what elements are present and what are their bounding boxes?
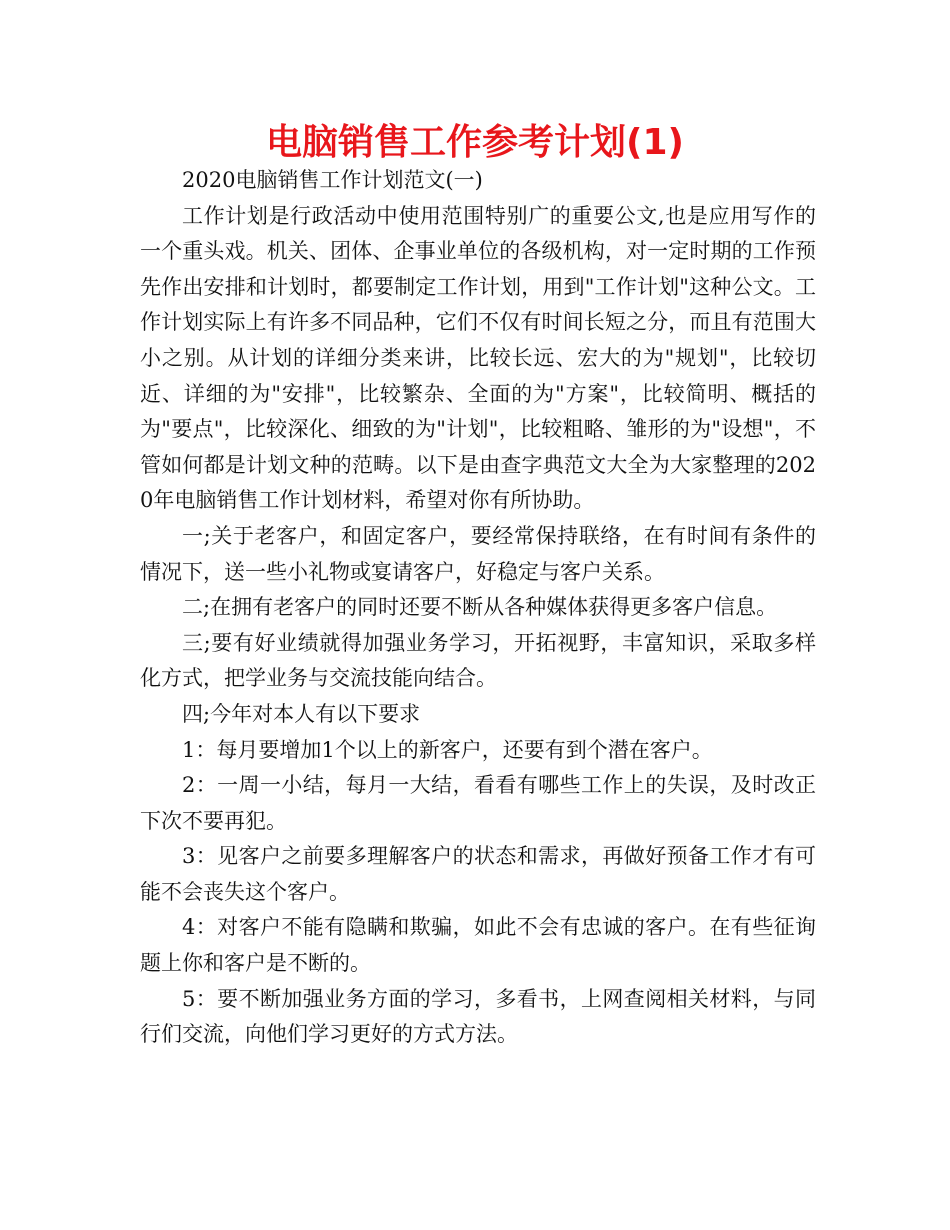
paragraph-item-2: 二;在拥有老客户的同时还要不断从各种媒体获得更多客户信息。: [182, 595, 778, 620]
paragraph-item-1: 一;关于老客户，和固定客户，要经常保持联络，在有时间有条件的情况下，送一些小礼物或宴请客户，好稳定与客户关系。: [140, 523, 816, 584]
paragraph-item-3: 三;要有好业绩就得加强业务学习，开拓视野，丰富知识，采取多样化方式，把学业务与交流技能向结合。: [140, 630, 816, 691]
paragraph-item-4: 四;今年对本人有以下要求: [182, 701, 421, 726]
paragraph-subtitle: 2020电脑销售工作计划范文(一): [182, 168, 483, 192]
requirement-5: 5：要不断加强业务方面的学习，多看书，上网查阅相关材料，与同行们交流，向他们学习更好的方式方法。: [140, 986, 816, 1047]
paragraph-intro: 工作计划是行政活动中使用范围特别广的重要公文,也是应用写作的一个重头戏。机关、团体、企事业单位的各级机构，对一定时期的工作预先作出安排和计划时，都要制定工作计划，用到"工作计划"这种公文。工作计划实际上有许多不同品种，它们不仅有时间长短之分，而且有范围大小之别。从计划的详细分类来讲，比较长远、宏大的为"规划"，比较切近、详细的为"安排"，比较繁杂、全面的为"方案"，比较简明、概括的为"要点"，比较深化、细致的为"计划"，比较粗略、雏形的为"设想"，不管如何都是计划文种的范畴。以下是由查字典范文大全为大家整理的2020年电脑销售工作计划材料，希望对你有所协助。: [140, 203, 816, 513]
requirement-1: 1：每月要增加1个以上的新客户，还要有到个潜在客户。: [182, 737, 713, 762]
requirement-2: 2：一周一小结，每月一大结，看看有哪些工作上的失误，及时改正下次不要再犯。: [140, 773, 816, 833]
document-body: [140, 163, 816, 1053]
requirement-4: 4：对客户不能有隐瞒和欺骗，如此不会有忠诚的客户。在有些征询题上你和客户是不断的。: [140, 915, 816, 976]
document-title: 电脑销售工作参考计划(1): [266, 122, 684, 163]
requirement-3: 3：见客户之前要多理解客户的状态和需求，再做好预备工作才有可能不会丧失这个客户。: [140, 844, 816, 904]
